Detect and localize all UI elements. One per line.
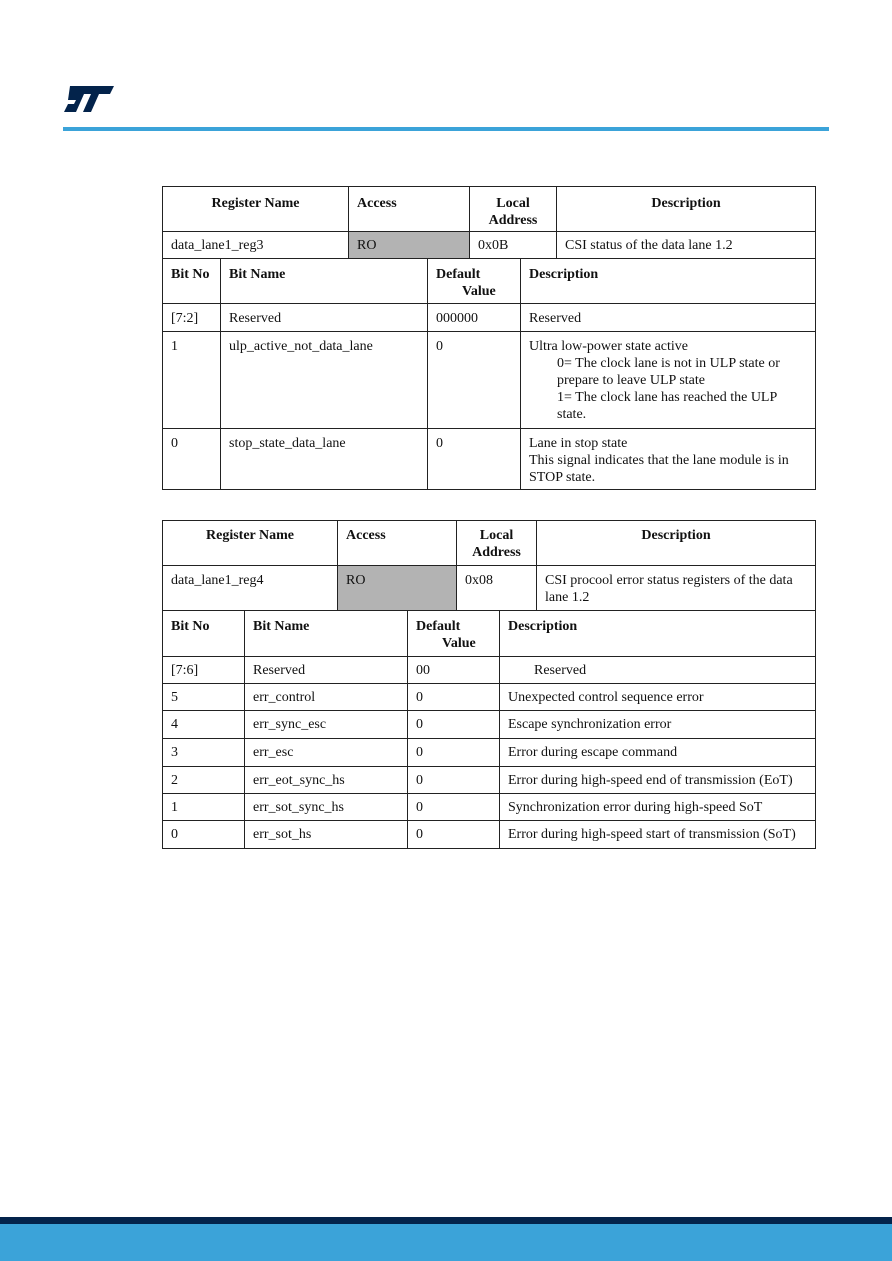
bit-no: 4 (163, 711, 245, 739)
bit-description: Reserved (500, 657, 816, 684)
bit-description (521, 429, 816, 490)
register-name: data_lane1_reg4 (163, 566, 338, 611)
bit-no: 1 (163, 332, 221, 429)
col-description: Description (537, 521, 816, 566)
bit-name: err_esc (245, 739, 408, 767)
desc-line: This signal indicates that the lane module is in (529, 453, 789, 468)
footer-blue-bar (0, 1224, 892, 1261)
col-local-address (457, 521, 537, 566)
col-description: Description (557, 187, 816, 232)
table-row (163, 821, 816, 849)
table-row (163, 429, 816, 490)
col-register-name: Register Name (163, 187, 349, 232)
col-bit-no: Bit No (163, 611, 245, 657)
col-bit-description: Description (521, 259, 816, 304)
bit-no: [7:2] (163, 304, 221, 332)
col-default-line1: Default (416, 619, 461, 634)
col-local-address (470, 187, 557, 232)
st-logo-icon (62, 84, 116, 114)
bit-default: 0 (408, 711, 500, 739)
desc-line: Ultra low-power state active (529, 339, 688, 354)
desc-line: CSI procool error status registers of the data (545, 573, 793, 588)
col-local-address-line2: Address (488, 213, 538, 228)
col-default-line2: Value (442, 636, 476, 651)
col-bit-name: Bit Name (221, 259, 428, 304)
desc-line: prepare to leave ULP state (557, 373, 705, 388)
bit-no: 2 (163, 767, 245, 794)
table-row (163, 332, 816, 429)
bit-default: 0 (428, 332, 521, 429)
register-table-2-header (162, 520, 816, 611)
bit-description: Error during escape command (500, 739, 816, 767)
bit-description: Error during high-speed start of transmission (SoT) (500, 821, 816, 849)
bit-name: err_sync_esc (245, 711, 408, 739)
desc-line: Lane in stop state (529, 436, 628, 451)
bit-no: 1 (163, 794, 245, 821)
bit-default: 0 (428, 429, 521, 490)
bit-name: err_sot_hs (245, 821, 408, 849)
bit-name: err_control (245, 684, 408, 711)
bit-description: Reserved (521, 304, 816, 332)
bit-default: 0 (408, 767, 500, 794)
register-table-1-bits (162, 258, 816, 490)
desc-line: state. (557, 407, 587, 422)
col-bit-name: Bit Name (245, 611, 408, 657)
table-row (163, 304, 816, 332)
table-row (163, 657, 816, 684)
bit-description: Error during high-speed end of transmission (EoT) (500, 767, 816, 794)
register-access: RO (349, 232, 470, 259)
bit-name: stop_state_data_lane (221, 429, 428, 490)
bit-no: 5 (163, 684, 245, 711)
register-description (537, 566, 816, 611)
desc-line: 0= The clock lane is not in ULP state or (557, 356, 780, 371)
table-row (163, 794, 816, 821)
bit-description (521, 332, 816, 429)
col-default-value (428, 259, 521, 304)
table-row (163, 739, 816, 767)
bit-name: ulp_active_not_data_lane (221, 332, 428, 429)
col-bit-description: Description (500, 611, 816, 657)
bit-name: Reserved (245, 657, 408, 684)
register-address: 0x08 (457, 566, 537, 611)
col-default-line2: Value (462, 284, 496, 299)
bit-default: 0 (408, 794, 500, 821)
col-default-line1: Default (436, 267, 481, 282)
table-row (163, 767, 816, 794)
bit-default: 000000 (428, 304, 521, 332)
table-row (163, 684, 816, 711)
bit-description: Unexpected control sequence error (500, 684, 816, 711)
register-description: CSI status of the data lane 1.2 (557, 232, 816, 259)
desc-line: lane 1.2 (545, 590, 590, 605)
table-row (163, 711, 816, 739)
desc-line: 1= The clock lane has reached the ULP (557, 390, 778, 405)
bit-no: 0 (163, 429, 221, 490)
col-local-address-line1: Local (479, 528, 514, 543)
bit-description: Synchronization error during high-speed SoT (500, 794, 816, 821)
bit-default: 0 (408, 684, 500, 711)
bit-default: 0 (408, 739, 500, 767)
bit-name: Reserved (221, 304, 428, 332)
register-table-1-header (162, 186, 816, 259)
col-local-address-line1: Local (496, 196, 530, 211)
bit-description: Escape synchronization error (500, 711, 816, 739)
col-default-value (408, 611, 500, 657)
register-table-2-bits (162, 610, 816, 849)
register-access: RO (338, 566, 457, 611)
col-bit-no: Bit No (163, 259, 221, 304)
col-access: Access (338, 521, 457, 566)
bit-name: err_eot_sync_hs (245, 767, 408, 794)
bit-default: 0 (408, 821, 500, 849)
bit-no: 3 (163, 739, 245, 767)
col-access: Access (349, 187, 470, 232)
bit-no: 0 (163, 821, 245, 849)
bit-name: err_sot_sync_hs (245, 794, 408, 821)
footer-dark-bar (0, 1217, 892, 1224)
col-register-name: Register Name (163, 521, 338, 566)
header-rule (63, 127, 829, 131)
bit-default: 00 (408, 657, 500, 684)
col-local-address-line2: Address (472, 545, 521, 560)
register-name: data_lane1_reg3 (163, 232, 349, 259)
desc-line: STOP state. (529, 470, 596, 485)
register-address: 0x0B (470, 232, 557, 259)
bit-no: [7:6] (163, 657, 245, 684)
